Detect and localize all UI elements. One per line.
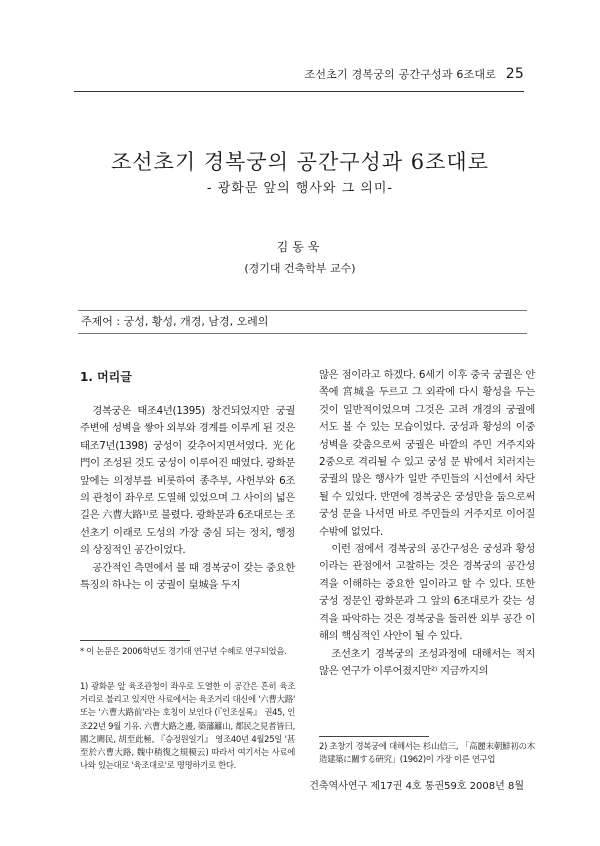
paper-subtitle: - 광화문 앞의 행사와 그 의미- [206,181,394,196]
footnote-funding: * 이 논문은 2006학년도 경기대 연구년 수혜로 연구되었음. [80,646,287,656]
page-number: 25 [505,66,524,82]
section-heading: 1. 머리글 [80,370,132,384]
body-paragraph: 경복궁은 태조4년(1395) 창건되었지만 궁궐 주변에 성벽을 쌓아 외부와 경계를 이루게 된 것은 태조7년(1398) 궁성이 갖추어지면서였다. 光化門이 조성된 것도 궁성이 이루어진 때였다. 광화문 앞에는 의정부를 비롯하여 종추부, 사헌부와 6조의 관청이 좌우로 도열해 있었으며 그 사이의 넓은 길은 六曹大路¹⁾로 불렸다. 광화문과 6조대로는 조선초기 이래로 도성의 가장 중심 되는 정치, 행정의 상징적인 공간이었다. [80,405,295,557]
running-head-title: 조선초기 경복궁의 공간구성과 6조대로 [304,68,497,81]
body-paragraph: 조선초기 경복궁의 조성과정에 대해서는 적지 않은 연구가 이루어졌지만²⁾ 지금까지의 [319,647,535,677]
journal-info: 건축역사연구 제17권 4호 통권59호 2008년 8월 [309,781,524,792]
footnote-2: 2) 초창기 경복궁에 대해서는 杉山信三, 「高麗末朝鮮初の木造建築に關する硏究」(1962)이 가장 이른 연구업 [319,741,535,765]
left-column [80,403,295,594]
body-paragraph: 이런 점에서 경복궁의 공간구성은 궁성과 황성이라는 관점에서 고찰하는 것은 경복궁의 공간성격을 이해하는 중요한 일이라고 할 수 있다. 또한 궁성 정문인 광화문과 그 앞의 6조대로가 갖는 성격을 파악하는 것은 경복궁을 둘러싼 외부 공간 이해의 핵심적인 사안이 될 수 있다. [319,543,535,643]
paper-title: 조선초기 경복궁의 공간구성과 6조대로 [111,150,489,174]
footnote-1: 1) 광화문 앞 육조관청이 좌우로 도열한 이 공간은 흔히 육조거리로 불리고 있지만 사료에서는 육조거리 대신에 '六曹大路' 또는 '六曹大路前'라는 호칭이 보인다 (『인조실록』 권45, 인조22년 9월 기유. 六曹大路之邊, 築藩籬山, 都民之見者皆曰, 國之闕民, 胡至此極, 『승정원일기』 영조40년 4월25일 '甚至於六曹大路, 魏中稍復之規模云) 따라서 여기서는 사료에 나와 있는대로 '육조대로'로 명명하기로 한다. [80,681,295,771]
right-column [319,367,535,680]
header-rule [74,91,524,92]
footnote-rule [80,640,190,641]
author-affiliation: (경기대 건축학부 교수) [244,262,356,275]
body-paragraph: 않은 점이라고 하겠다. 6세기 이후 중국 궁궐은 안쪽에 宮城을 두르고 그 외곽에 다시 황성을 두는 것이 일반적이었으며 그것은 고려 개경의 궁궐에서도 볼 수 있는 모습이었다. 궁성과 황성의 이중 성벽을 갖춤으로써 궁궐은 바깥의 주민 거주지와 2중으로 격리될 수 있고 궁성 문 밖에서 치러지는 궁궐의 많은 행사가 일반 주민들의 시선에서 차단될 수 있었다. 반면에 경복궁은 궁성만을 둠으로써 궁성 문을 나서면 바로 주민들의 거주지로 이어질 수밖에 없었다. [319,369,535,538]
footnote-rule [319,736,429,737]
running-head [305,66,524,82]
author-name: 김동욱 [276,240,324,254]
body-paragraph: 공간적인 측면에서 볼 때 경복궁이 갖는 중요한 특징의 하나는 이 궁궐이 皇城을 두지 [80,561,295,592]
keywords-box: 주제어 : 궁성, 황성, 개경, 남경, 오례의 [78,310,527,334]
